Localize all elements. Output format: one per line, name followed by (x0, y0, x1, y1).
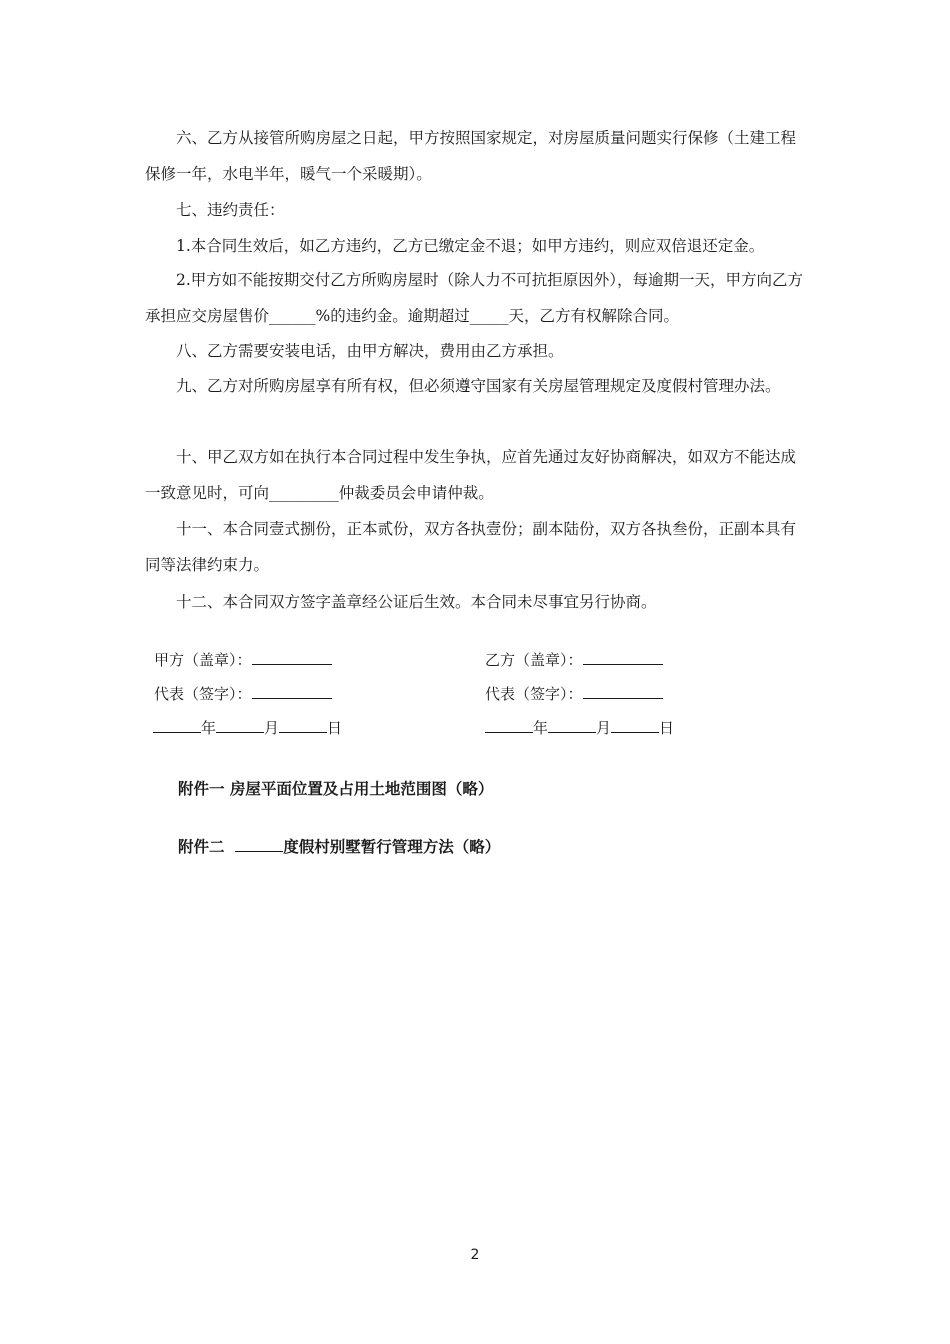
day-label: 日 (659, 719, 675, 737)
attachment-2-prefix: 附件二 (178, 838, 236, 856)
party-b-rep-blank[interactable] (583, 684, 663, 699)
clause-7-2: 2.甲方如不能按期交付乙方所购房屋时（除人力不可抗拒原因外），每逾期一天，甲方向乙方承担应交房屋售价______%的违约金。逾期超过_____天，乙方有权解除合同。 (145, 271, 804, 325)
year-label: 年 (533, 719, 549, 737)
party-b-rep-label: 代表（签字）： (485, 685, 583, 703)
clause-7-title: 七、违约责任： (176, 201, 285, 219)
attachment-2 (178, 835, 500, 857)
party-b-seal-label: 乙方（盖章）： (485, 651, 583, 669)
party-a-year-blank[interactable] (153, 718, 201, 733)
party-a-day-blank[interactable] (279, 718, 327, 733)
page-number: 2 (470, 1247, 480, 1263)
party-b-rep-line (485, 684, 663, 704)
clause-8: 八、乙方需要安装电话，由甲方解决，费用由乙方承担。 (176, 342, 564, 360)
month-label: 月 (264, 719, 280, 737)
party-a-seal-label: 甲方（盖章）： (154, 651, 252, 669)
party-a-rep-label: 代表（签字）： (154, 685, 252, 703)
party-a-seal-line (154, 650, 332, 670)
party-a-rep-blank[interactable] (252, 684, 332, 699)
party-a-month-blank[interactable] (216, 718, 264, 733)
clause-9: 九、乙方对所购房屋享有所有权，但必须遵守国家有关房屋管理规定及度假村管理办法。 (176, 377, 781, 395)
party-b-seal-blank[interactable] (583, 650, 663, 665)
year-label: 年 (201, 719, 217, 737)
clause-6: 六、乙方从接管所购房屋之日起，甲方按照国家规定，对房屋质量问题实行保修（土建工程保修一年，水电半年，暖气一个采暖期）。 (145, 129, 797, 183)
party-b-day-blank[interactable] (611, 718, 659, 733)
clause-11: 十一、本合同壹式捌份，正本贰份，双方各执壹份；副本陆份，双方各执叁份，正副本具有同等法律约束力。 (145, 520, 797, 574)
party-a-rep-line (154, 684, 332, 704)
attachment-2-blank[interactable] (235, 837, 283, 852)
party-b-date-line (485, 718, 674, 738)
attachment-2-suffix: 度假村别墅暂行管理方法（略） (283, 838, 501, 856)
month-label: 月 (596, 719, 612, 737)
clause-7-1: 1.本合同生效后，如乙方违约，乙方已缴定金不退；如甲方违约，则应双倍退还定金。 (176, 237, 765, 255)
clause-12: 十二、本合同双方签字盖章经公证后生效。本合同未尽事宜另行协商。 (176, 593, 657, 611)
clause-10: 十、甲乙双方如在执行本合同过程中发生争执，应首先通过友好协商解决，如双方不能达成一致意见时，可向_________仲裁委员会申请仲裁。 (145, 448, 797, 502)
party-b-year-blank[interactable] (485, 718, 533, 733)
party-b-month-blank[interactable] (548, 718, 596, 733)
party-b-seal-line (485, 650, 663, 670)
party-a-date-line (153, 718, 342, 738)
party-a-seal-blank[interactable] (252, 650, 332, 665)
day-label: 日 (327, 719, 343, 737)
attachment-1: 附件一 房屋平面位置及占用土地范围图（略） (178, 780, 494, 798)
